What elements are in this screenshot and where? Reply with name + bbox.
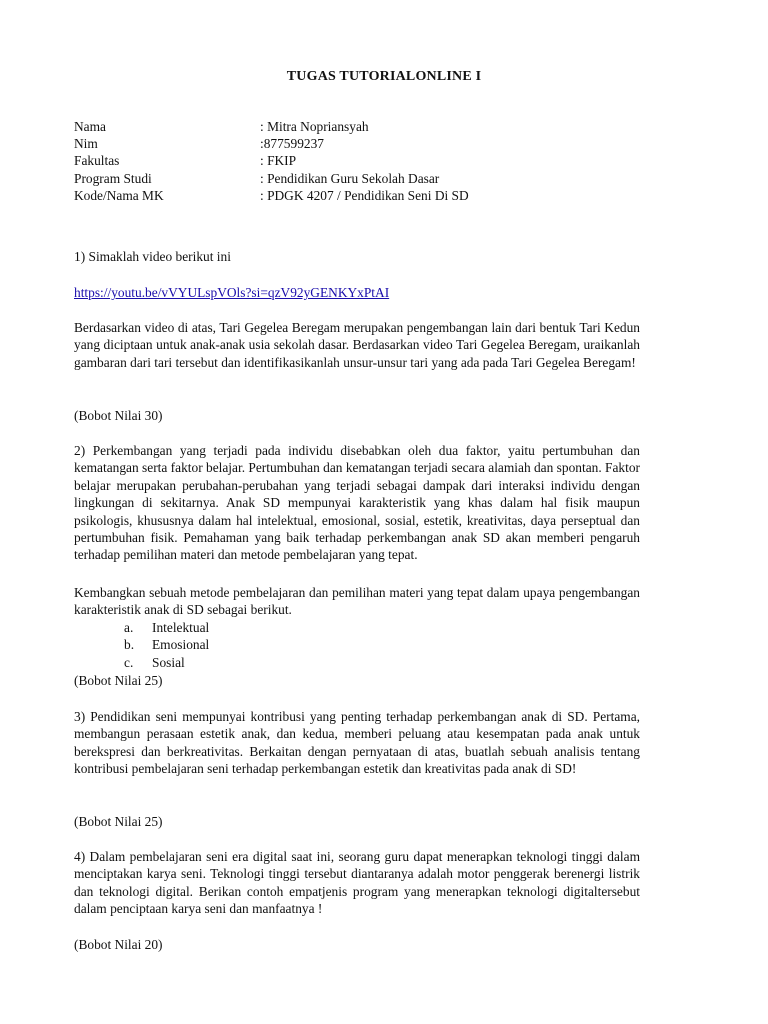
identity-key: Nim: [74, 136, 98, 152]
identity-table: [74, 118, 694, 204]
list-item-label: Sosial: [152, 654, 185, 670]
identity-row: [74, 152, 694, 169]
document-title: TUGAS TUTORIALONLINE I: [286, 69, 482, 84]
list-item: [74, 619, 640, 636]
q2-task-text: Kembangkan sebuah metode pembelajaran dan pemilihan materi yang tepat dalam upaya pengembangan karakteristik anak di SD sebagai berikut.: [74, 585, 640, 618]
identity-value: : Mitra Nopriansyah: [260, 119, 369, 134]
identity-row: [74, 170, 694, 187]
list-item-marker: c.: [124, 654, 134, 670]
q4-question-text: 4) Dalam pembelajaran seni era digital saat ini, seorang guru dapat menerapkan teknologi tinggi dalam menciptakan karya seni. Teknologi tinggi tersebut diantaranya adalah motor penggerak berenergi listrik dan teknologi digital. Berikan contoh empatjenis program yang menerapkan teknologi digitaltersebut dalam penciptaan karya seni dan manfaatnya !: [74, 849, 640, 917]
list-item: [74, 654, 640, 671]
identity-row: [74, 118, 694, 135]
identity-value: : Pendidikan Guru Sekolah Dasar: [260, 170, 440, 186]
q2-weight: (Bobot Nilai 25): [74, 673, 163, 688]
identity-key: Nama: [74, 119, 106, 134]
identity-row: [74, 187, 694, 204]
identity-key: Program Studi: [74, 170, 152, 186]
identity-row: [74, 135, 694, 152]
identity-value: :877599237: [260, 136, 324, 152]
list-item-marker: b.: [124, 637, 135, 653]
list-item-label: Emosional: [152, 637, 210, 653]
q3-question-text: 3) Pendidikan seni mempunyai kontribusi yang penting terhadap perkembangan anak di SD. Pertama, membangun perasaan estetik anak, dan kedua, memberi peluang atau kesempatan pada anak untuk berekspresi dan berkreativitas. Berkaitan dengan pernyataan di atas, buatlah sebuah analisis tentang kontribusi pembelajaran seni terhadap perkembangan estetik dan kreativitas pada anak di SD!: [74, 709, 640, 777]
list-item-marker: a.: [124, 620, 134, 635]
identity-value: : PDGK 4207 / Pendidikan Seni Di SD: [260, 187, 469, 203]
list-item: [74, 636, 640, 653]
q1-weight: (Bobot Nilai 30): [74, 408, 163, 423]
q2-item-list: [74, 619, 640, 671]
q2-item-list-wrap: [74, 619, 640, 671]
q1-question-text: Berdasarkan video di atas, Tari Gegelea Beregam merupakan pengembangan lain dari bentuk Tari Kedun yang diciptaan untuk anak-anak usia sekolah dasar. Berdasarkan video Tari Gegelea Beregam, uraikanlah gambaran dari tari tersebut dan identifikasikanlah unsur-unsur tari yang ada pada Tari Gegelea Beregam!: [74, 320, 640, 370]
q1-video-link[interactable]: https://youtu.be/vVYULspVOls?si=qzV92yGENKYxPtAI: [74, 285, 390, 300]
list-item-label: Intelektual: [152, 620, 210, 635]
q1-intro: 1) Simaklah video berikut ini: [74, 249, 231, 264]
q2-question-text: 2) Perkembangan yang terjadi pada individu disebabkan oleh dua faktor, yaitu pertumbuhan dan kematangan serta faktor belajar. Pertumbuhan dan kematangan terjadi secara alamiah dan spontan. Faktor belajar merupakan perubahan-perubahan yang terjadi sebagai dampak dari interaksi individu dengan lingkungan di sekitarnya. Anak SD mempunyai karakteristik yang khas dalam hal fisik maupun psikologis, khususnya dalam hal intelektual, emosional, sosial, estetik, kreativitas, daya perseptual dan pertumbuhan fisik. Pemahaman yang baik terhadap perkembangan anak SD akan memberi pengaruh terhadap pemilihan materi dan metode pembelajaran yang tepat.: [74, 443, 640, 563]
q3-weight: (Bobot Nilai 25): [74, 814, 163, 829]
identity-value: : FKIP: [260, 153, 297, 169]
identity-key: Fakultas: [74, 153, 120, 169]
q4-weight: (Bobot Nilai 20): [74, 937, 163, 952]
q1-video-link-wrap: [74, 284, 640, 301]
identity-key: Kode/Nama MK: [74, 187, 164, 203]
